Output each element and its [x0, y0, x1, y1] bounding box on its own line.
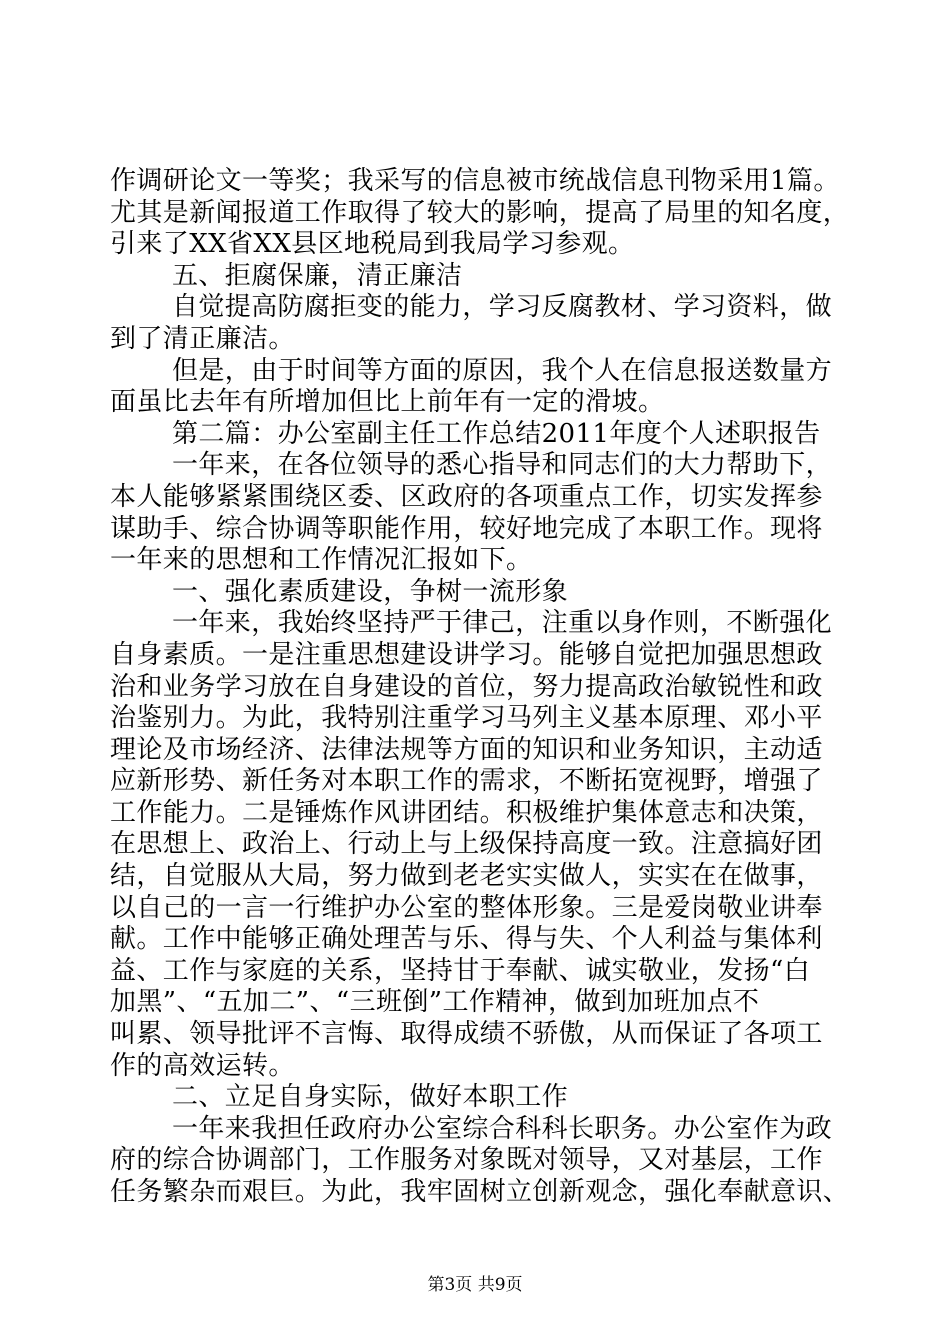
text-line: 一年来，在各位领导的悉心指导和同志们的大力帮助下，	[172, 450, 833, 481]
text-line: 在思想上、政治上、行动上与上级保持高度一致。注意搞好团	[110, 829, 823, 860]
text-line: 谋助手、综合协调等职能作用，较好地完成了本职工作。现将	[110, 513, 823, 544]
text-line: 加黑”、“五加二”、“三班倒”工作精神，做到加班加点不	[110, 987, 760, 1018]
text-line: 尤其是新闻报道工作取得了较大的影响，提高了局里的知名度，	[110, 197, 850, 228]
text-line: 治和业务学习放在自身建设的首位，努力提高政治敏锐性和政	[110, 671, 823, 702]
section-heading: 五、拒腐保廉，清正廉洁	[172, 260, 463, 291]
section-heading: 二、立足自身实际，做好本职工作	[172, 1082, 569, 1113]
text-line: 到了清正廉洁。	[110, 323, 295, 354]
text-line: 献。工作中能够正确处理苦与乐、得与失、个人利益与集体利	[110, 924, 823, 955]
text-line: 一年来，我始终坚持严于律己，注重以身作则，不断强化	[172, 608, 833, 639]
text-line: 一年来我担任政府办公室综合科科长职务。办公室作为政	[172, 1113, 833, 1144]
text-line: 一年来的思想和工作情况汇报如下。	[110, 545, 533, 576]
document-body	[110, 166, 854, 1209]
page-footer: 第3页 共9页	[427, 1275, 523, 1295]
text-line: 叫累、领导批评不言悔、取得成绩不骄傲，从而保证了各项工	[110, 1019, 823, 1050]
article-title: 第二篇：办公室副主任工作总结2011年度个人述职报告	[172, 418, 821, 449]
text-line: 治鉴别力。为此，我特别注重学习马列主义基本原理、邓小平	[110, 703, 823, 734]
text-line: 府的综合协调部门，工作服务对象既对领导，又对基层，工作	[110, 1145, 823, 1176]
text-line: 自身素质。一是注重思想建设讲学习。能够自觉把加强思想政	[110, 639, 823, 670]
text-line: 但是，由于时间等方面的原因，我个人在信息报送数量方	[172, 355, 833, 386]
text-line: 任务繁杂而艰巨。为此，我牢固树立创新观念，强化奉献意识、	[110, 1177, 850, 1207]
text-line: 作的高效运转。	[110, 1050, 295, 1081]
text-line: 引来了XX省XX县区地税局到我局学习参观。	[110, 229, 635, 260]
text-line: 结，自觉服从大局，努力做到老老实实做人，实实在在做事，	[110, 861, 823, 892]
section-heading: 一、强化素质建设，争树一流形象	[172, 576, 569, 607]
text-line: 理论及市场经济、法律法规等方面的知识和业务知识，主动适	[110, 734, 823, 765]
text-line: 应新形势、新任务对本职工作的需求，不断拓宽视野，增强了	[110, 766, 823, 797]
text-line: 以自己的一言一行维护办公室的整体形象。三是爱岗敬业讲奉	[110, 892, 823, 923]
text-line: 工作能力。二是锤炼作风讲团结。积极维护集体意志和决策，	[110, 797, 823, 828]
text-line: 本人能够紧紧围绕区委、区政府的各项重点工作，切实发挥参	[110, 481, 823, 512]
text-line: 作调研论文一等奖；我采写的信息被市统战信息刊物采用1篇。	[110, 166, 840, 196]
text-line: 益、工作与家庭的关系，坚持甘于奉献、诚实敬业，发扬“白	[110, 955, 811, 986]
text-line: 自觉提高防腐拒变的能力，学习反腐教材、学习资料，做	[172, 292, 833, 323]
text-line: 面虽比去年有所增加但比上前年有一定的滑坡。	[110, 387, 665, 418]
